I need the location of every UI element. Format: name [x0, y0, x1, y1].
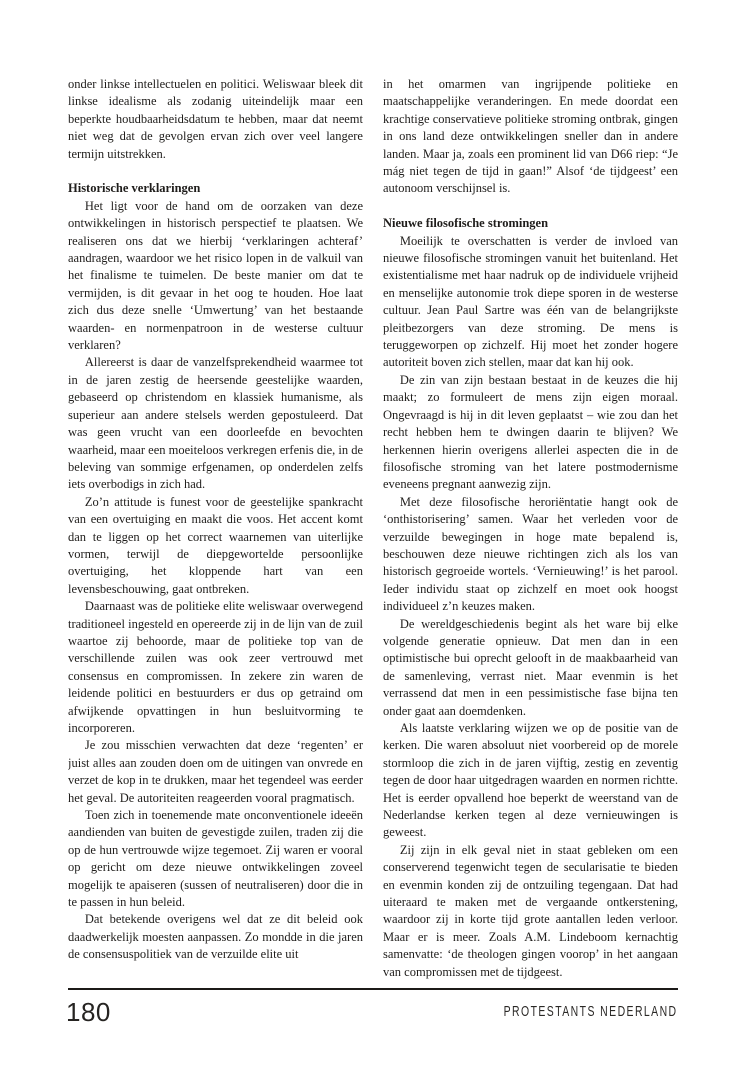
paragraph: Moeilijk te overschatten is verder de invloed van nieuwe filosofische stromingen vanuit het buitenland. Het existentialisme met haar nadruk op de individuele vrijheid en menselijke autonomie trok diepe sporen in de westerse cultuur. Jean Paul Sartre was één van de belangrijkste pleitbezorgers van deze stroming. De mens is teruggeworpen op zichzelf. Hij moet het zonder hogere autoriteit boven zich stellen, maar dat kan hij ook.: [383, 233, 678, 370]
page-number: 180: [66, 997, 111, 1027]
paragraph: Als laatste verklaring wijzen we op de positie van de kerken. Die waren absoluut niet voorbereid op de morele stormloop die zich in de jaren vijftig, zestig en zeventig tegen de door haar uitgedragen waarden en normen richtte. Het is eerder opvallend hoe beperkt de weerstand van de Nederlandse kerken tegen al deze vernieuwingen is geweest.: [383, 721, 678, 840]
right-column: [383, 76, 678, 984]
paragraph: Het ligt voor de hand om de oorzaken van deze ontwikkelingen in historisch perspectief te plaatsen. We realiseren ons dat we hierbij ‘verklaringen achteraf’ aandragen, waardoor we het risico lopen in de valkuil van het finalisme te tuimelen. De beste manier om dat te vermijden, is dit gevaar in het oog te houden. Hoe laat zich dus deze snelle ‘Umwertung’ van het bestaande waarden- en normenpatroon in de westerse cultuur verklaren?: [68, 198, 363, 353]
paragraph: De zin van zijn bestaan bestaat in de keuzes die hij maakt; zo formuleert de mens zijn eigen moraal. Ongevraagd is hij in dit leven geplaatst – wie zou dan het recht hebben hem te dwingen daarin te blijven? We herkennen hierin overigens allerlei aspecten die in de filosofische stroming van het latere postmodernisme eveneens pregnant aanwezig zijn.: [383, 372, 678, 492]
paragraph: Allereerst is daar de vanzelfsprekendheid waarmee tot in de jaren zestig de heersende geestelijke waarden, gebaseerd op christendom en klassiek humanisme, als superieur aan andere stelsels werden gepostuleerd. Dat was geen vrucht van een doorleefde en bevochten waarheid, maar een moeiteloos verkregen erfenis die, in de beleving van sommige erfgenamen, op onderdelen zelfs iets overbodigs in zich had.: [68, 355, 364, 492]
paragraph: Zij zijn in elk geval niet in staat gebleken om een conserverend tegenwicht tegen de secularisatie te bieden en evenmin konden zij de ontzuiling tegengaan. Dat had uiteraard te maken met de vergaande ontkerstening, waardoor zij in korte tijd grote aantallen leden verloor. Maar er is meer. Zoals A.M. Lindeboom kernachtig samenvatte: ‘de theologen gingen voorop’ in het aangaan van compromissen met de tijdgeest.: [383, 842, 678, 979]
paragraph: De wereldgeschiedenis begint als het ware bij elke volgende generatie opnieuw. Dat men dan in een optimistische bui oprecht gelooft in de maakbaarheid van de samenleving, verrast niet. Maar evenmin is het verrassend dat men in een pessimistische fase bijna ten onder gaat aan doemdenken.: [383, 616, 678, 718]
running-title: PROTESTANTS NEDERLAND: [504, 1004, 678, 1020]
paragraph-continuation: onder linkse intellectuelen en politici. Weliswaar bleek dit linkse idealisme als zodanig uiteindelijk maar een beperkte houdbaarheidsdatum te hebben, maar dat neemt niet weg dat de gevolgen ervan zich over veel langere termijn uitstrekken.: [68, 77, 363, 161]
left-column: [68, 76, 363, 984]
paragraph: Met deze filosofische heroriëntatie hangt ook de ‘onthistorisering’ samen. Waar het verleden voor de verzuilde bewegingen in hoge mate bepalend is, beschouwen deze nieuwe richtingen zich als los van historisch gegroeide wortels. ‘Vernieuwing!’ is het parool. Ieder individu staat op zichzelf en moet ook hoogst individueel z’n keuzes maken.: [383, 494, 678, 614]
paragraph-continuation: in het omarmen van ingrijpende politieke en maatschappelijke veranderingen. En mede doordat een krachtige conservatieve politieke stroming ontbrak, gingen in ons land deze ontwikkelingen sneller dan in andere landen. Maar ja, zoals een prominent lid van D66 riep: “Je mág niet tegen de tijd in gaan!” Alsof ‘de tijdgeest’ een autonoom verschijnsel is.: [383, 77, 678, 196]
paragraph: Dat betekende overigens wel dat ze dit beleid ook daadwerkelijk moesten aanpassen. Zo mondde in die jaren de consensuspolitiek van de verzuilde elite uit: [68, 912, 363, 962]
paragraph: Toen zich in toenemende mate onconventionele ideeën aandienden van buiten de gevestigde zuilen, traden zij die op de hun vertrouwde wijze tegemoet. Zij waren er vooral op gericht om deze nieuwe ontwikkelingen zoveel mogelijk te apaiseren (sussen of neutraliseren) door die in te passen in hun beleid.: [68, 808, 363, 910]
section-heading-historische-verklaringen: Historische verklaringen: [68, 181, 201, 196]
text-area: [68, 76, 678, 984]
section-heading-nieuwe-filosofische-stromingen: Nieuwe filosofische stromingen: [383, 216, 549, 231]
footer-rule: [68, 988, 678, 990]
paragraph: Zo’n attitude is funest voor de geestelijke spankracht van een overtuiging en maakt die voos. Het accent komt dan te liggen op het correct waarnemen van uiterlijke vormen, terwijl de diepgewortelde persoonlijke overtuiging, het kloppende hart van een levensbeschouwing, gaat ontbreken.: [68, 494, 363, 596]
paragraph: Je zou misschien verwachten dat deze ‘regenten’ er juist alles aan zouden doen om de uitingen van onvrede en verzet de kop in te drukken, maar het tegendeel was eerder het geval. De autoriteiten reageerden vooral pragmatisch.: [68, 738, 363, 805]
paragraph: Daarnaast was de politieke elite weliswaar overwegend traditioneel ingesteld en opereerde zij in de lijn van de zuil waartoe zij behoorde, maar de politieke top van de verschillende zuilen was ook zeer vertrouwd met consensus en compromissen. In zekere zin waren de leidende politici en bestuurders er dus op getraind om afwijkende opvattingen in hun besluitvorming te incorporeren.: [68, 599, 363, 736]
